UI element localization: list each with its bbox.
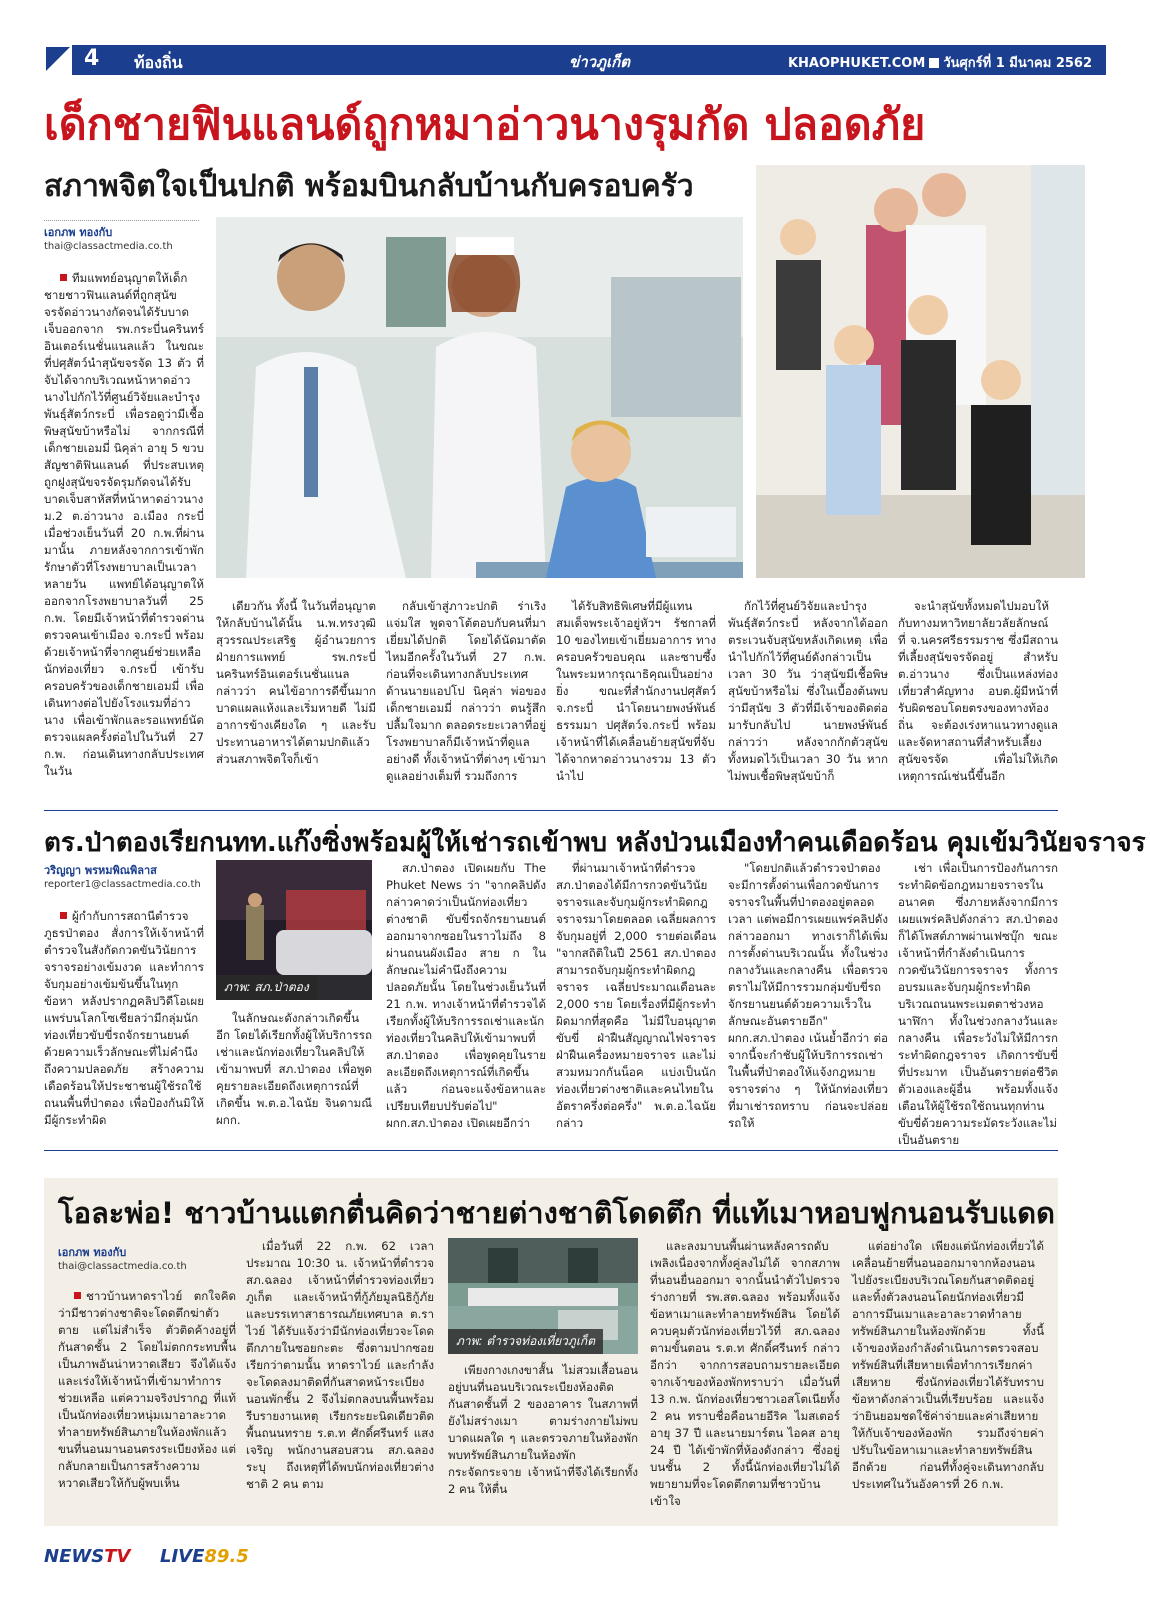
byline-email[interactable]: reporter1@classactmedia.co.th	[44, 879, 201, 890]
story3-balcony-photo	[448, 1238, 638, 1354]
paper-logo: ข่าวภูเก็ต	[569, 53, 630, 71]
divider-2	[44, 1150, 1058, 1151]
story2-column-6: เช่า เพื่อเป็นการป้องกันการกระทำผิดข้อกฎหมายจราจรในอนาคต ซึ่งภายหลังจากมีการเผยแพร่คลิปดังกล่าว สภ.ป่าตอง ก็ได้โพสต์ภาพผ่านเฟซบุ๊ก ขณะเจ้าหน้าที่กำลังดำเนินการกวดขันวินัยการจราจร ทั้งการอบรมและจับกุมผู้กระทำผิด บริเวณถนนพระเมตตาช่วงหอนาฬิกา ทั้งในช่วงกลางวันและกลางคืน เพื่อระวังไม่ให้มีการกระทำผิดกฎจราจร เกิดการขับขี่ที่ประมาท เป็นอันตรายต่อชีวิตตัวเองและผู้อื่น พร้อมทั้งแจ้งเตือนให้ผู้ใช้รถใช้ถนนทุกท่านขับขี่ด้วยความระมัดระวังและไม่เป็นอันตราย	[898, 861, 1058, 1147]
story1-byline	[44, 226, 173, 254]
issue-date: วันศุกร์ที่ 1 มีนาคม 2562	[943, 56, 1092, 71]
divider-1	[44, 810, 1058, 811]
story1-subheadline: สภาพจิตใจเป็นปกติ พร้อมบินกลับบ้านกับครอบครัว	[44, 169, 694, 204]
story1-family-photo	[756, 165, 1085, 578]
live-radio-logo: LIVE89.5	[160, 1546, 249, 1567]
byline-email[interactable]: thai@classactmedia.co.th	[44, 241, 173, 252]
masthead-site-date	[788, 52, 1092, 73]
website[interactable]: KHAOPHUKET.COM	[787, 56, 926, 71]
story2-byline	[44, 864, 201, 892]
story2-column-4: ที่ผ่านมาเจ้าหน้าที่ตำรวจ สภ.ป่าตองได้มีการกวดขันวินัยจราจรและจับกุมผู้กระทำผิดกฎจราจรมาโดยตลอด เฉลี่ยผลการจับกุมอยู่ที่ 2,000 รายต่อเดือน "จากสถิติในปี 2561 สภ.ป่าตอง สามารถจับกุมผู้กระทำผิดกฎจราจร เฉลี่ยประมาณเดือนละ 2,000 ราย โดยเรื่องที่มีผู้กระทำผิดมากที่สุดคือ ไม่มีใบอนุญาตขับขี่ ฝ่าฝืนสัญญาณไฟจราจร ฝ่าฝืนเครื่องหมายจราจร และไม่สวมหมวกกันน็อค แบ่งเป็นนักท่องเที่ยวต่างชาติและคนไทยในอัตราครึ่งต่อครึ่ง" พ.ต.อ.ไฉนัย กล่าว	[556, 861, 716, 1130]
byline-email[interactable]: thai@classactmedia.co.th	[58, 1261, 187, 1272]
news-tv-logo: NEWSTV	[44, 1546, 131, 1567]
square-icon	[929, 58, 939, 68]
byline-name: วริญญา พรหมพิณพิลาส	[44, 864, 157, 877]
story2-column-1: ผู้กำกับการสถานีตำรวจภูธรป่าตอง สั่งการให้เจ้าหน้าที่ตำรวจในสังกัดกวดขันวินัยการจราจรอย่างเข้มงวด และทำการจับกุมอย่างเข้มข้นขึ้นในทุกข้อหา หลังปรากฏคลิปวิดีโอเผยแพร่บนโลกโซเชียลว่ามีกลุ่มนักท่องเที่ยวขับขี่รถจักรยานยนต์ด้วยความเร็วลักษณะที่ไม่คำนึงถึงความปลอดภัย สร้างความเดือดร้อนให้ประชาชนผู้ใช้รถใช้ถนนพื้นที่ป่าตอง เพื่อป้องกันมิให้มีผู้กระทำผิด	[44, 909, 204, 1127]
story1-hospital-photo	[216, 217, 743, 578]
page-number: 4	[84, 46, 100, 71]
photo-caption: ภาพ: สภ.ป่าตอง	[216, 975, 317, 1000]
story1-column-2: เดียวกัน ทั้งนี้ ในวันที่อนุญาตให้กลับบ้านได้นั้น น.พ.ทรงวุฒิ สุวรรณประเสริฐ ผู้อำนวยการฝ่ายการแพทย์ รพ.กระบี่นครินทร์อินเตอร์เนชั่นแนล กล่าวว่า คนไข้อาการดีขึ้นมาก บาดแผลแห้งและเริ่มหายดี ไม่มีอาการข้างเคียงใด ๆ และรับประทานอาหารได้ตามปกติแล้ว ส่วนสภาพจิตใจก็เข้า	[216, 599, 376, 766]
story1-column-1: ทีมแพทย์อนุญาตให้เด็กชายชาวฟินแลนด์ที่ถูกสุนัขจรจัดอ่าวนางกัดจนได้รับบาดเจ็บออกจาก รพ.กระบี่นครินทร์อินเตอร์เนชั่นแนลแล้ว ในขณะที่ปศุสัตว์นำสุนัขจรจัด 13 ตัว ที่จับได้จากบริเวณหน้าหาดอ่าวนางไปกักไว้ที่ศูนย์วิจัยและบำรุงพันธุ์สัตว์กระบี่ เพื่อรอดูว่ามีเชื้อพิษสุนัขบ้าหรือไม่ จากกรณีที่เด็กชายเอมมี่ นิคุล่า อายุ 5 ขวบ สัญชาติฟินแลนด์ ที่ประสบเหตุถูกฝูงสุนัขจรจัดรุมกัดจนได้รับบาดเจ็บสาหัสที่หน้าหาดอ่าวนาง ม.2 ต.อ่าวนาง อ.เมือง กระบี่ เมื่อช่วงเย็นวันที่ 20 ก.พ.ที่ผ่านมานั้น ภายหลังจากการเข้าพักรักษาตัวที่โรงพยาบาลเป็นเวลาหลายวัน แพทย์ได้อนุญาตให้ออกจากโรงพยาบาลวันที่ 25 ก.พ. โดยมีเจ้าหน้าที่ตำรวจด่านตรวจคนเข้าเมือง จ.กระบี่ พร้อมด้วยเจ้าหน้าที่จากศูนย์ช่วยเหลือนักท่องเที่ยว จ.กระบี่ เข้ารับครอบครัวของเด็กชายเอมมี่ เพื่อเดินทางต่อไปยังโรงแรมที่อ่าวนาง เพื่อเข้าพักและรอแพทย์นัดตรวจแผลครั้งต่อไปในวันที่ 27 ก.พ. ก่อนเดินทางกลับประเทศในวัน	[44, 271, 204, 778]
story2-headline: ตร.ป่าตองเรียกนทท.แก๊งซิ่งพร้อมผู้ให้เช่ารถเข้าพบ หลังป่วนเมืองทำคนเดือดร้อน คุมเข้มวินัยจราจร	[44, 828, 1146, 858]
story3-column-1: ชาวบ้านหาดราไวย์ ตกใจคิดว่ามีชาวต่างชาติจะโดดตึกฆ่าตัวตาย แต่ไม่สำเร็จ ตัวติดค้างอยู่ที่กันสาดชั้น 2 โดยไม่ตกกระทบพื้น เป็นภาพอันน่าหวาดเสียว จึงได้แจ้งและเร่งให้เจ้าหน้าที่เข้ามาทำการช่วยเหลือ แต่ความจริงปรากฏ ที่แท้เป็นนักท่องเที่ยวหนุ่มเมาอาละวาดทำลายทรัพย์สินภายในห้องพักแล้วขนที่นอนมานอนตรงระเบียงห้อง แต่กลับกลายเป็นการสร้างความหวาดเสียวให้กับผู้พบเห็น	[58, 1289, 236, 1490]
story1-column-3: กลับเข้าสู่ภาวะปกติ ร่าเริงแจ่มใส พูดจาโต้ตอบกับคนที่มาเยี่ยมได้ปกติ โดยได้นัดมาตัดไหมอีกครั้งในวันที่ 27 ก.พ. ก่อนที่จะเดินทางกลับประเทศ ด้านนายแอปโป นิคุล่า พ่อของเด็กชายเอมมี่ กล่าวว่า ตนรู้สึกปลื้มใจมาก ตลอดระยะเวลาที่อยู่โรงพยาบาลก็มีเจ้าหน้าที่ดูแลอย่างดี ทั้งเจ้าหน้าที่ต่างๆ เข้ามาดูแลอย่างเต็มที่ รวมถึงการ	[386, 599, 546, 783]
story3-column-3: เพียงกางเกงขาสั้น ไม่สวมเสื้อนอนอยู่บนที่นอนบริเวณระเบียงห้องติดกันสาดชั้นที่ 2 ของอาคาร ในสภาพที่ยังไม่สร่างเมา ตามร่างกายไม่พบบาดแผลใด ๆ และตรวจภายในห้องพักพบทรัพย์สินภายในห้องพักกระจัดกระจาย เจ้าหน้าที่จึงได้เรียกทั้ง 2 คน ให้ตื่น	[448, 1363, 638, 1496]
byline-name: เอกภพ ทองกับ	[58, 1246, 127, 1259]
story2-police-photo	[216, 860, 372, 1000]
story1-column-4: ได้รับสิทธิพิเศษที่มีผู้แทนสมเด็จพระเจ้าอยู่หัวฯ รัชกาลที่ 10 ของไทยเข้าเยี่ยมอาการ ทางครอบครัวขอบคุณ และซาบซึ้งในพระมหากรุณาธิคุณเป็นอย่างยิ่ง ขณะที่สำนักงานปศุสัตว์ จ.กระบี่ นำโดยนายพงษ์พันธ์ ธรรมมา ปศุสัตว์จ.กระบี่ พร้อมเจ้าหน้าที่ได้เคลื่อนย้ายสุนัขที่จับได้จากหาดอ่าวนางรวม 13 ตัว นำไป	[556, 599, 716, 783]
section-name: ท้องถิ่น	[134, 53, 183, 72]
story1-headline: เด็กชายฟินแลนด์ถูกหมาอ่าวนางรุมกัด ปลอดภัย	[44, 100, 926, 150]
byline-name: เอกภพ ทองกับ	[44, 226, 113, 239]
story1-column-5: กักไว้ที่ศูนย์วิจัยและบำรุงพันธุ์สัตว์กระบี่ หลังจากได้ออกตระเวนจับสุนัขหลังเกิดเหตุ เพื่อนำไปกักไว้ที่ศูนย์ดังกล่าวเป็นเวลา 30 วัน ว่าสุนัขมีเชื้อพิษสุนัขบ้าหรือไม่ ซึ่งในเบื้องต้นพบว่ามีสุนัข 3 ตัวที่มีเจ้าของติดต่อมารับกลับไป นายพงษ์พันธ์ กล่าวว่า หลังจากกักตัวสุนัขทั้งหมดไว้เป็นเวลา 30 วัน หากไม่พบเชื้อพิษสุนัขบ้าก็	[728, 599, 888, 783]
photo-caption: ภาพ: ตำรวจท่องเที่ยวภูเก็ต	[448, 1329, 603, 1354]
story2-column-3: สภ.ป่าตอง เปิดเผยกับ The Phuket News ว่า "จากคลิปดังกล่าวคาดว่าเป็นนักท่องเที่ยวต่างชาติ ขับขี่รถจักรยานยนต์ออกมาจากซอยในราวไม่ถึง 8 ผ่านถนนผังเมือง สาย ก ในลักษณะไม่คำนึงถึงความปลอดภัยนั้น โดยในช่วงเย็นวันที่ 21 ก.พ. ทางเจ้าหน้าที่ตำรวจได้เรียกทั้งผู้ให้บริการรถเช่าและนักท่องเที่ยวในคลิปให้เข้ามาพบที่ สภ.ป่าตอง เพื่อพูดคุยในรายละเอียดถึงเหตุการณ์ที่เกิดขึ้นแล้ว ก่อนจะแจ้งข้อหาและเปรียบเทียบปรับต่อไป" ผกก.สภ.ป่าตอง เปิดเผยอีกว่า	[386, 861, 546, 1130]
story3-column-5: แต่อย่างใด เพียงแต่นักท่องเที่ยวได้เคลื่อนย้ายที่นอนออกมาจากห้องนอนไปยังระเบียงบริเวณโดยกันสาดติดอยู่และทิ้งตัวลงนอนโดยนักท่องเที่ยวมีอาการมึนเมาและอาละวาดทำลายทรัพย์สินภายในห้องพักด้วย ทั้งนี้ เจ้าของห้องกำลังดำเนินการตรวจสอบทรัพย์สินที่เสียหายเพื่อทำการเรียกค่าเสียหาย ซึ่งนักท่องเที่ยวได้รับทราบข้อหาดังกล่าวเป็นที่เรียบร้อย และแจ้งว่ายินยอมชดใช้ค่าจ่ายและค่าเสียหายให้กับเจ้าของห้องพัก รวมถึงจ่ายค่าปรับในข้อหาเมาและทำลายทรัพย์สินอีกด้วย ก่อนที่ทั้งคู่จะเดินทางกลับประเทศในวันอังคารที่ 26 ก.พ.	[852, 1239, 1044, 1491]
masthead-bar	[44, 45, 1106, 75]
story2-column-2: ในลักษณะดังกล่าวเกิดขึ้นอีก โดยได้เรียกทั้งผู้ให้บริการรถเช่าและนักท่องเที่ยวในคลิปให้เข้ามาพบที่ สภ.ป่าตอง เพื่อพูดคุยรายละเอียดถึงเหตุการณ์ที่เกิดขึ้น พ.ต.อ.ไฉนัย จินดามณี ผกก.	[216, 1011, 372, 1127]
story3-headline: โอละพ่อ! ชาวบ้านแตกตื่นคิดว่าชายต่างชาติโดดตึก ที่แท้เมาหอบฟูกนอนรับแดด	[58, 1196, 1055, 1230]
story3-byline	[58, 1246, 187, 1274]
story3-column-4: และลงมาบนพื้นผ่านหลังคารถดับเพลิงเนื่องจากทั้งคู่ลงไม่ได้ จากสภาพที่นอนยื่นออกมา จากนั้นนำตัวไปตรวจร่างกายที่ รพ.สต.ฉลอง พร้อมทั้งแจ้งข้อหาเมาและทำลายทรัพย์สิน โดยได้ควบคุมตัวนักท่องเที่ยวไว้ที่ สภ.ฉลอง ตามขั้นตอน ร.ต.ท ศักดิ์ศรีนทร์ กล่าวอีกว่า จากการสอบถามรายละเอียดจากเจ้าของห้องพักทราบว่า เมื่อวันที่ 13 ก.พ. นักท่องเที่ยวชาวเอสโตเนียทั้ง 2 คน ทราบชื่อคือนายอีริค ไมสเตอร์ อายุ 37 ปี และนายมาร์ตน ไอคส อายุ 24 ปี ได้เข้าพักที่ห้องดังกล่าว ซึ่งอยู่บนชั้น 2 ทั้งนี้นักท่องเที่ยวไม่ได้พยายามที่จะโดดตึกตามที่ชาวบ้านเข้าใจ	[650, 1239, 840, 1508]
masthead-corner	[44, 45, 72, 75]
story3-column-2: เมื่อวันที่ 22 ก.พ. 62 เวลาประมาณ 10:30 น. เจ้าหน้าที่ตำรวจ สภ.ฉลอง เจ้าหน้าที่ตำรวจท่องเที่ยวภูเก็ต และเจ้าหน้าที่กู้ภัยมูลนิธิกู้ภัยและบรรเทาสาธารณภัยเทศบาล ต.ราไวย์ ได้รับแจ้งว่ามีนักท่องเที่ยวจะโดดตึกภายในซอยกะตะ ซึ่งตามปากซอยเรียกว่าตามนั้น หาดราไวย์ และกำลังจะโดดลงมาติดที่กันสาดหน้าระเบียงนอนพักชั้น 2 จึงไม่ตกลงบนพื้นพร้อมรีบรายงานเหตุ เรียกระยะนิดเดียวติดพื้นถนนทราย ร.ต.ท ศักดิ์ศรีนทร์ แสงเจริญ พนักงานสอบสวน สภ.ฉลอง ระบุ ถึงเหตุที่ได้พบนักท่องเที่ยวต่างชาติ 2 คน ตาม	[246, 1239, 434, 1491]
story1-column-6: จะนำสุนัขทั้งหมดไปมอบให้กับทางมหาวิทยาลัยวลัยลักษณ์ ที่ จ.นครศรีธรรมราช ซึ่งมีสถานที่เลี้ยงสุนัขจรจัดอยู่ สำหรับ ต.อ่าวนาง ซึ่งเป็นแหล่งท่องเที่ยวสำคัญทาง อบต.ผู้มีหน้าที่รับผิดชอบโดยตรงของทางท้องถิ่น จะต้องเร่งหาแนวทางดูแล และจัดหาสถานที่สำหรับเลี้ยงสุนัขจรจัด เพื่อไม่ให้เกิดเหตุการณ์เช่นนี้ขึ้นอีก	[898, 599, 1058, 783]
story2-column-5: "โดยปกติแล้วตำรวจป่าตองจะมีการตั้งด่านเพื่อกวดขันการจราจรในพื้นที่ป่าตองอยู่ตลอดเวลา แต่พอมีการเผยแพร่คลิปดังกล่าวออกมา ทางเราก็ได้เพิ่มการตั้งด่านบริเวณนั้น ทั้งในช่วงกลางวันและกลางคืน เพื่อตรวจตราไม่ให้มีการรวมกลุ่มขับขี่รถจักรยานยนต์ด้วยความเร็วในลักษณะอันตรายอีก" ผกก.สภ.ป่าตอง เน้นย้ำอีกว่า ต่อจากนี้จะกำชับผู้ให้บริการรถเช่าในพื้นที่ป่าตองให้แจ้งกฎหมายจราจรต่าง ๆ ให้นักท่องเที่ยวที่มาเช่ารถทราบ ก่อนจะปล่อยรถให้	[728, 861, 888, 1130]
